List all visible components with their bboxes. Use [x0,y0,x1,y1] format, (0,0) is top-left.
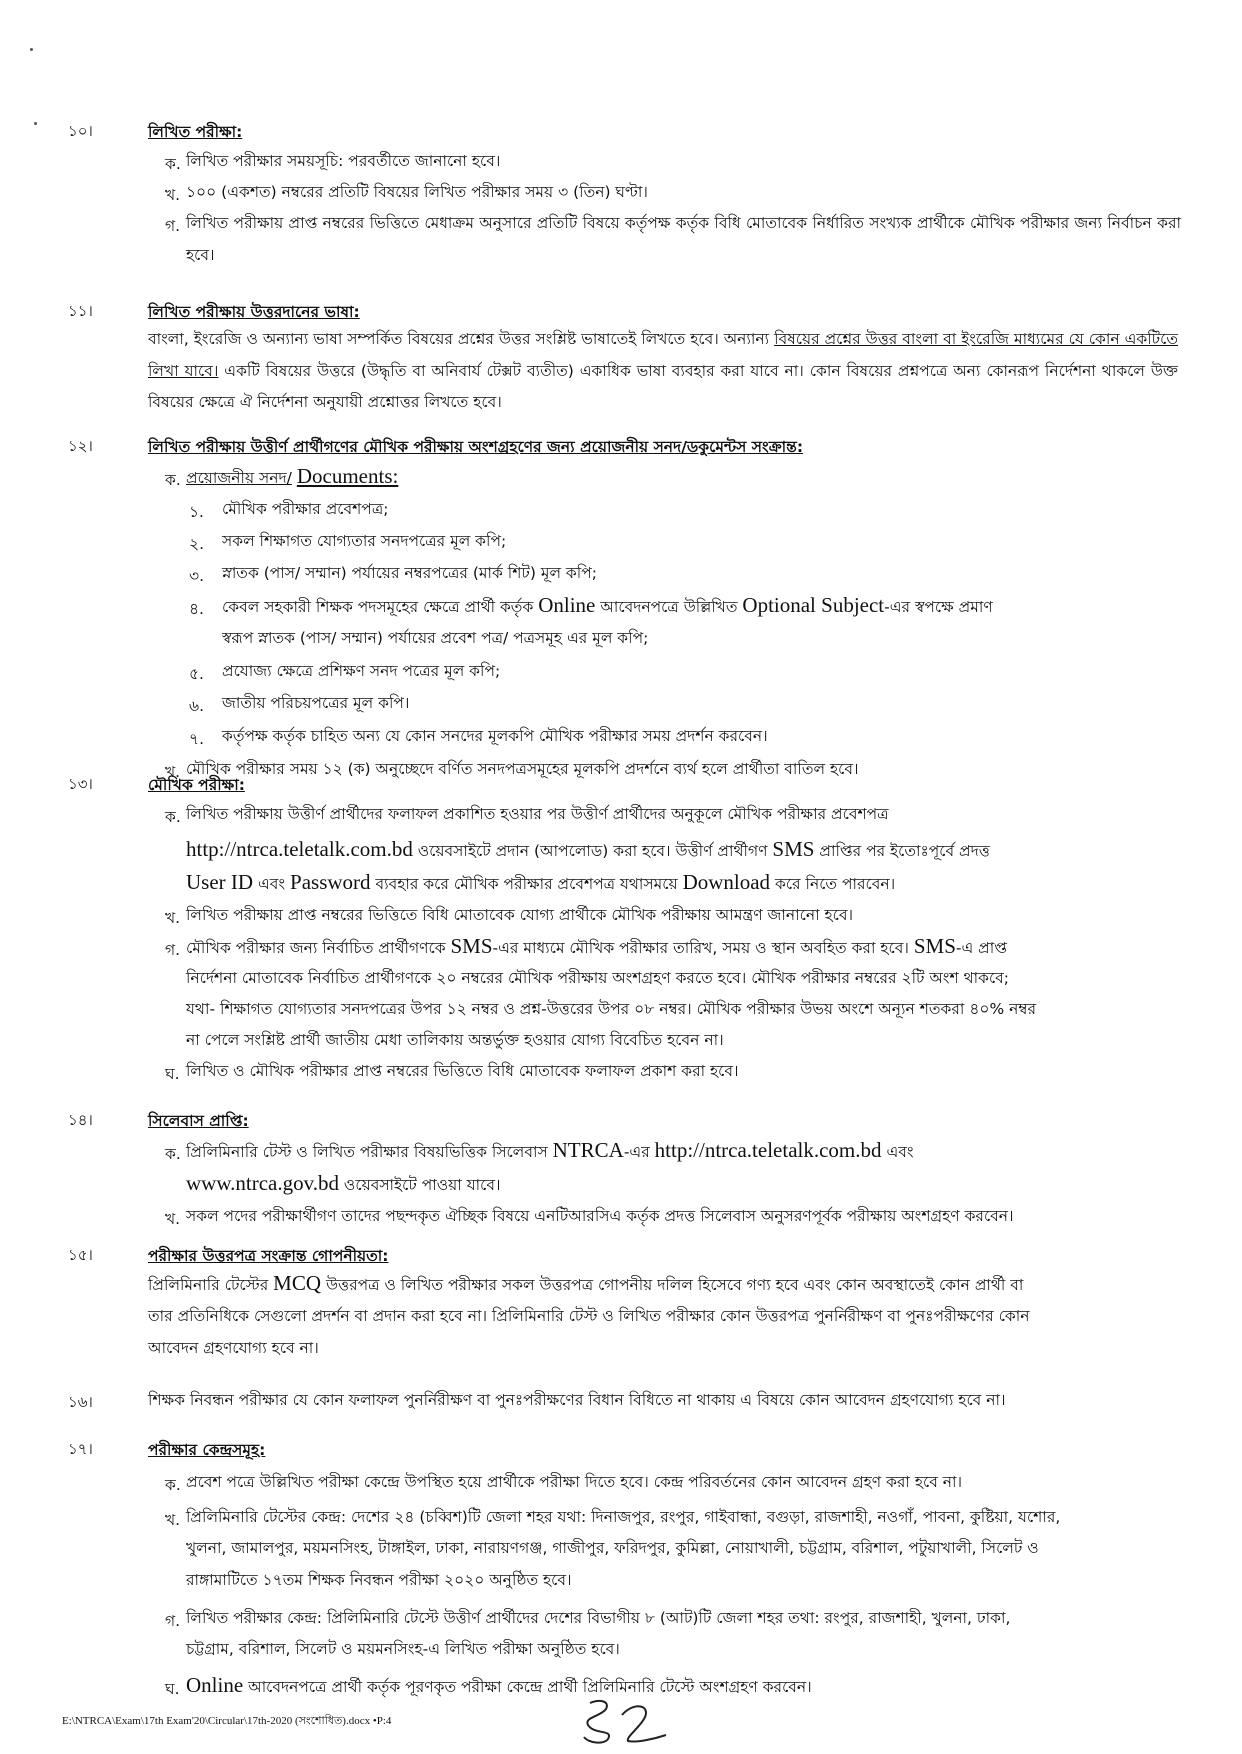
sub-text-part: আবেদনপত্রে উল্লিখিত [595,598,743,616]
item-marker: ক. [165,808,181,826]
section-heading: লিখিত পরীক্ষা: [148,123,243,141]
sub-marker: ৫. [189,665,204,683]
item-marker: খ. [165,1511,181,1529]
file-path-footer: E:\NTRCA\Exam\17th Exam'20\Circular\17th-2020 (সংশোধিত).docx •P:4 [62,1715,392,1727]
section-number: ১৬। [68,1393,93,1411]
section-heading: সিলেবাস প্রাপ্তি: [148,1112,249,1130]
item-text-part: -এর [623,1143,655,1161]
item-text-en: SMS [913,934,956,958]
item-marker: গ. [165,1612,181,1630]
item-text-en: Online [186,1673,244,1697]
item-text-part: মৌখিক পরীক্ষার জন্য নির্বাচিত প্রার্থীগণকে [186,939,451,957]
sub-marker: ৭. [189,730,205,748]
item-text [186,1670,1181,1704]
item-text: প্রিলিমিনারি টেস্টের কেন্দ্র: দেশের ২৪ (চব্বিশ)টি জেলা শহর যথা: দিনাজপুর, রংপুর, গাইবান্ধা, বগুড়া, রাজশাহী, নওগাঁ, পাবনা, কুষ্টিয়া, যশোর, [186,1508,1061,1526]
docs-label: প্রয়োজনীয় সনদ/ [186,469,292,487]
item-text: নির্দেশনা মোতাবেক নির্বাচিত প্রার্থীগণকে ২০ নম্বরের মৌখিক পরীক্ষায় অংশগ্রহণ করতে হবে। মৌখিক পরীক্ষার নম্বরের ২টি অংশ থাকবে; [186,969,1010,987]
item-text: সকল পদের পরীক্ষার্থীগণ তাদের পছন্দকৃত ঐচ্ছিক বিষয়ে এনটিআরসিএ কর্তৃক প্রদত্ত সিলেবাস অনুসরণপূর্বক পরীক্ষায় অংশগ্রহণ করবেন। [186,1207,1014,1225]
item-text-part: এবং [881,1143,914,1161]
scan-dot [30,48,33,51]
item-marker: ক. [165,1476,181,1494]
sub-marker: ২. [189,535,205,553]
section-number: ১১। [68,302,93,320]
item-text [186,931,1181,965]
section-number: ১৪। [68,1111,93,1129]
item-text-en: Download [682,870,771,894]
sub-text-en: Online [538,593,596,617]
item-text-part: আবেদনপত্রে প্রার্থী কর্তৃক পূরণকৃত পরীক্ষা কেন্দ্রে প্রার্থী প্রিলিমিনারি টেস্টে অংশগ্রহণ করবেন। [243,1678,812,1696]
item-text-part: -এর মাধ্যমে মৌখিক পরীক্ষার তারিখ, সময় ও স্থান অবহিত করা হবে। [492,939,914,957]
section-number: ১২। [68,437,93,455]
section-heading: পরীক্ষার উত্তরপত্র সংক্রান্ত গোপনীয়তা: [148,1247,389,1265]
para-text: একটি বিষয়ের উত্তরে (উদ্ধৃতি বা অনিবার্য টেক্সট ব্যতীত) একাধিক ভাষা ব্যবহার করা যাবে না। কোন বিষয়ের প্রশ্নপত্রে অন্য কোনরূপ নির্দেশনা থাকলে উক্ত বিষয়ের ক্ষেত্রে ঐ নির্দেশনা অনুযায়ী প্রশ্নোত্তর লিখতে হবে। [148,361,1178,411]
sub-marker: ১. [189,503,204,521]
para-text: উত্তরপত্র ও লিখিত পরীক্ষার সকল উত্তরপত্র গোপনীয় দলিল হিসেবে গণ্য হবে এবং কোন অবস্থাতেই কোন প্রার্থী বা [321,1276,1024,1294]
item-text-part: করে নিতে পারবেন। [770,875,896,893]
sub-text-en: Optional Subject [742,593,885,617]
item-text: লিখিত পরীক্ষার সময়সূচি: পরবর্তীতে জানানো হবে। [186,152,501,170]
item-text [186,834,1181,868]
item-marker: ক. [165,155,181,173]
item-text: লিখিত পরীক্ষায় প্রাপ্ত নম্বরের ভিত্তিতে মেধাক্রম অনুসারে প্রতিটি বিষয়ে কর্তৃপক্ষ কর্তৃক বিধি মোতাবেক নির্ধারিত সংখ্যক প্রার্থীকে মৌখিক পরীক্ষার জন্য নির্বাচন করা হবে। [186,214,1181,264]
section-paragraph: আবেদন গ্রহণযোগ্য হবে না। [148,1339,319,1357]
item-text: প্রবেশ পত্রে উল্লিখিত পরীক্ষা কেন্দ্রে উপস্থিত হয়ে প্রার্থীকে পরীক্ষা দিতে হবে। কেন্দ্র পরিবর্তনের কোন আবেদন গ্রহণ করা হবে না। [186,1473,963,1491]
item-marker: গ. [165,941,181,959]
item-marker: ঘ. [165,1680,180,1698]
sub-text: স্বরূপ স্নাতক (পাস/ সম্মান) পর্যায়ের প্রবেশ পত্র/ পত্রসমূহ এর মূল কপি; [222,629,649,647]
section-paragraph [148,324,1178,419]
item-text-part: এবং [253,875,291,893]
item-text: ১০০ (একশত) নম্বরের প্রতিটি বিষয়ের লিখিত পরীক্ষার সময় ৩ (তিন) ঘণ্টা। [186,183,648,201]
item-text: না পেলে সংশ্লিষ্ট প্রার্থী জাতীয় মেধা তালিকায় অন্তর্ভুক্ত হওয়ার যোগ্য বিবেচিত হবেন না। [186,1031,724,1049]
section-number: ১৭। [68,1440,93,1458]
section-heading: লিখিত পরীক্ষায় উত্তীর্ণ প্রার্থীগণের মৌখিক পরীক্ষায় অংশগ্রহণের জন্য প্রয়োজনীয় সনদ/ডকুমেন্টস সংক্রান্ত: [148,438,804,456]
url-text: http://ntrca.teletalk.com.bd [654,1138,882,1162]
item-text-part: ওয়েবসাইটে প্রদান (আপলোড) করা হবে। উত্তীর্ণ প্রার্থীগণ [412,842,773,860]
sub-text: কর্তৃপক্ষ কর্তৃক চাহিত অন্য যে কোন সনদের মূলকপি মৌখিক পরীক্ষার সময় প্রদর্শন করবেন। [222,727,768,745]
item-text-en: SMS [450,934,493,958]
item-text: চট্টগ্রাম, বরিশাল, সিলেট ও ময়মনসিংহ-এ লিখিত পরীক্ষা অনুষ্ঠিত হবে। [186,1640,620,1658]
section-number: ১৫। [68,1246,93,1264]
item-marker: খ. [165,186,181,204]
item-text [186,1135,1181,1169]
para-text: প্রিলিমিনারি টেস্টের [148,1276,274,1294]
sub-text-part: -এর স্বপক্ষে প্রমাণ [884,598,993,616]
section-number: ১০। [68,122,93,140]
item-text-part: প্রাপ্তির পর ইতোঃপূর্বে প্রদত্ত [814,842,990,860]
sub-marker: ৪. [189,600,204,618]
section-number: ১৩। [68,775,93,793]
item-text-part: ব্যবহার করে মৌখিক পরীক্ষার প্রবেশপত্র যথাসময়ে [370,875,683,893]
item-text: লিখিত পরীক্ষার কেন্দ্র: প্রিলিমিনারি টেস্টে উত্তীর্ণ প্রার্থীদের দেশের বিভাগীয় ৮ (আট)টি জেলা শহর তথা: রংপুর, রাজশাহী, খুলনা, ঢাকা, [186,1609,1011,1627]
sub-marker: ৩. [189,567,205,585]
sub-text: জাতীয় পরিচয়পত্রের মূল কপি। [222,694,410,712]
item-text: মৌখিক পরীক্ষার সময় ১২ (ক) অনুচ্ছেদে বর্ণিত সনদপত্রসমূহের মূলকপি প্রদর্শনে ব্যর্থ হলে প্রার্থীতা বাতিল হবে। [186,760,859,778]
section-paragraph: শিক্ষক নিবন্ধন পরীক্ষার যে কোন ফলাফল পুনর্নিরীক্ষণ বা পুনঃপরীক্ষণের বিধান বিধিতে না থাকায় এ বিষয়ে কোন আবেদন গ্রহণযোগ্য হবে না। [148,1391,1006,1409]
url-text: http://ntrca.teletalk.com.bd [186,837,413,861]
section-heading: লিখিত পরীক্ষায় উত্তরদানের ভাষা: [148,303,360,321]
item-marker: খ. [165,909,181,927]
item-marker: গ. [165,217,181,235]
para-text: বাংলা, ইংরেজি ও অন্যান্য ভাষা সম্পর্কিত বিষয়ের প্রশ্নের উত্তর সংশ্লিষ্ট ভাষাতেই লিখতে হবে। অন্যান্য [148,330,775,348]
item-text: লিখিত পরীক্ষায় প্রাপ্ত নম্বরের ভিত্তিতে বিধি মোতাবেক যোগ্য প্রার্থীকে মৌখিক পরীক্ষায় আমন্ত্রণ জানানো হবে। [186,906,854,924]
item-text: লিখিত পরীক্ষায় উত্তীর্ণ প্রার্থীদের ফলাফল প্রকাশিত হওয়ার পর উত্তীর্ণ প্রার্থীদের অনুকূলে মৌখিক পরীক্ষার প্রবেশপত্র [186,805,889,823]
url-text: www.ntrca.gov.bd [186,1171,339,1195]
item-text-en: User ID [186,870,254,894]
signature-initials [570,1695,680,1750]
item-text: যথা- শিক্ষাগত যোগ্যতার সনদপত্রের উপর ১২ নম্বর ও প্রশ্ন-উত্তরের উপর ০৮ নম্বর। মৌখিক পরীক্ষার উভয় অংশে অন্যূন শতকরা ৪০% নম্বর [186,1000,1037,1018]
sub-marker: ৬. [189,697,205,715]
item-marker: ক. [165,1145,181,1163]
sub-text [222,590,1182,624]
item-text: খুলনা, জামালপুর, ময়মনসিংহ, টাঙ্গাইল, ঢাকা, নারায়ণগঞ্জ, গাজীপুর, ফরিদপুর, কুমিল্লা, নোয়াখালী, চট্টগ্রাম, বরিশাল, পটুয়াখালী, সিলেট ও [186,1539,1039,1557]
item-text [186,867,1181,901]
item-text-en: SMS [772,837,815,861]
sub-text: প্রযোজ্য ক্ষেত্রে প্রশিক্ষণ সনদ পত্রের মূল কপি; [222,662,501,680]
section-paragraph: তার প্রতিনিধিকে সেগুলো প্রদর্শন বা প্রদান করা হবে না। প্রিলিমিনারি টেস্ট ও লিখিত পরীক্ষার কোন উত্তরপত্র পুনর্নিরীক্ষণ বা পুনঃপরীক্ষণের কোন [148,1307,1030,1325]
item-text-en: Password [290,870,371,894]
item-marker: ঘ. [165,1065,180,1083]
item-text: লিখিত ও মৌখিক পরীক্ষার প্রাপ্ত নম্বরের ভিত্তিতে বিধি মোতাবেক ফলাফল প্রকাশ করা হবে। [186,1062,739,1080]
para-text-en: MCQ [273,1271,322,1295]
sub-text: সকল শিক্ষাগত যোগ্যতার সনদপত্রের মূল কপি; [222,532,507,550]
sub-text-part: কেবল সহকারী শিক্ষক পদসমূহের ক্ষেত্রে প্রার্থী কর্তৃক [222,598,539,616]
item-text: রাঙ্গামাটিতে ১৭তম শিক্ষক নিবন্ধন পরীক্ষা ২০২০ অনুষ্ঠিত হবে। [186,1571,572,1589]
item-text-part: প্রিলিমিনারি টেস্ট ও লিখিত পরীক্ষার বিষয়ভিত্তিক সিলেবাস [186,1143,553,1161]
item-text [186,461,1181,495]
sub-text: স্নাতক (পাস/ সম্মান) পর্যায়ের নম্বরপত্রের (মার্ক শিট) মূল কপি; [222,564,597,582]
item-marker: খ. [165,1210,181,1228]
section-heading: মৌখিক পরীক্ষা: [148,776,245,794]
section-heading: পরীক্ষার কেন্দ্রসমূহ: [148,1441,266,1459]
para-underlined: বিষয়ের প্রশ্নের উত্তর বাংলা বা ইংরেজি মাধ্যমের যে কোন একটিতে লিখা যাবে। [148,330,1178,380]
scan-dot [34,122,37,125]
item-marker: ক. [165,471,181,489]
item-text-part: -এ প্রাপ্ত [955,939,1007,957]
docs-label-en: Documents: [296,464,399,488]
sub-text: মৌখিক পরীক্ষার প্রবেশপত্র; [222,500,389,518]
item-marker: খ. [165,763,181,781]
item-text-en: NTRCA [552,1138,624,1162]
section-paragraph [148,1268,1178,1302]
item-text [186,1168,1181,1202]
item-text-part: ওয়েবসাইটে পাওয়া যাবে। [339,1176,501,1194]
